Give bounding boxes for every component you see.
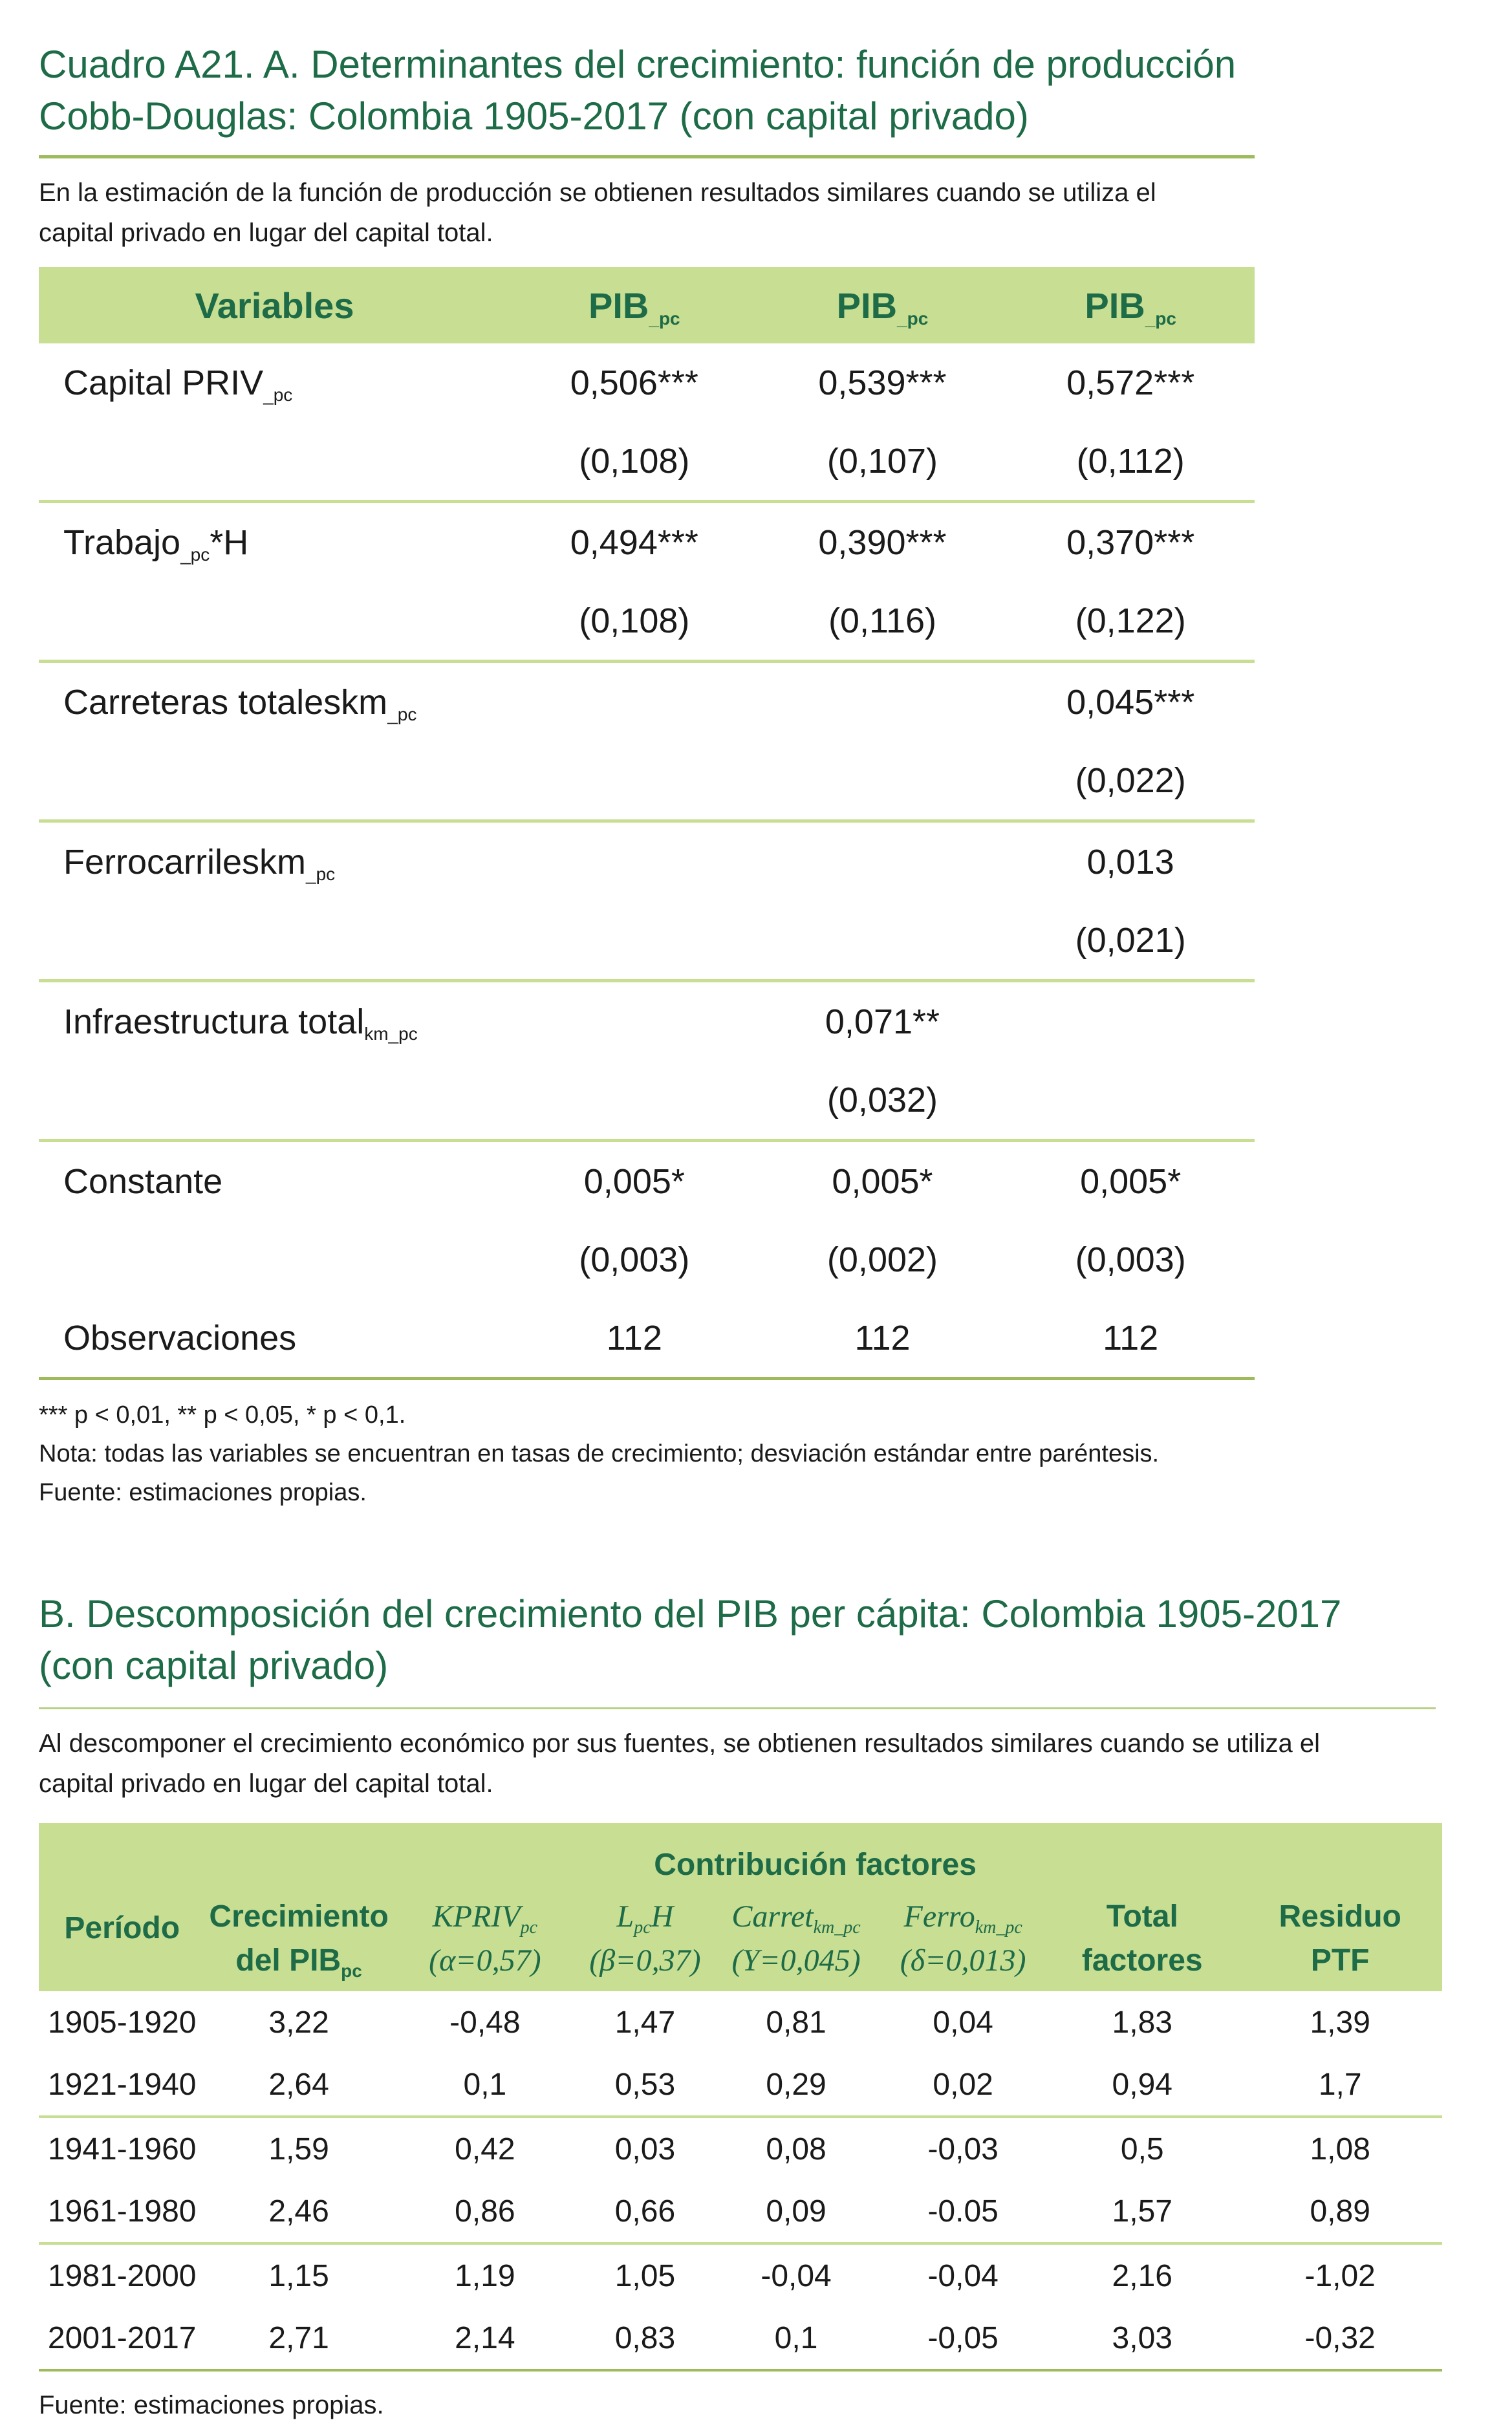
se-col-3: (0,022) (1006, 741, 1255, 821)
regression-row (39, 662, 1255, 742)
coef-col-1 (510, 821, 759, 902)
coef-col-2: 0,071** (825, 1002, 940, 1041)
header-ferro: Ferro$_{km\_pc}$ (δ=0,013) (900, 1899, 1026, 1978)
se-col-3: (0,122) (1006, 581, 1255, 662)
se-col-1 (510, 1061, 759, 1141)
section-b-title-line2: (con capital privado) (39, 1644, 389, 1687)
regression-se-row (39, 741, 1255, 821)
cell-carret: 0,29 (713, 2053, 880, 2117)
header-total-factores: Total factores (1081, 1899, 1203, 1978)
cell-growth: 1,59 (268, 2132, 329, 2166)
cell-residuo: 1,39 (1310, 2005, 1370, 2040)
regression-row (39, 821, 1255, 902)
cell-carret: 0,09 (713, 2180, 880, 2243)
variable-name: Ferrocarrileskm$_{\_pc}$ (63, 842, 336, 884)
cell-total: 2,16 (1112, 2258, 1172, 2293)
regression-row (39, 502, 1255, 582)
cell-period: 2001-2017 (39, 2307, 205, 2370)
coef-col-2 (759, 662, 1007, 742)
cell-ferro: -0.05 (880, 2180, 1046, 2243)
section-a-title-line2: Cobb-Douglas: Colombia 1905-2017 (con capital privado) (39, 94, 1029, 138)
cell-growth: 3,22 (268, 2005, 329, 2040)
observations-label: Observaciones (39, 1299, 510, 1379)
se-col-2 (759, 901, 1007, 981)
decomposition-body (39, 1991, 1442, 2370)
decomposition-row (39, 2117, 1442, 2180)
regression-se-row (39, 1220, 1255, 1299)
regression-header-row (39, 267, 1255, 343)
cell-ferro: -0,04 (927, 2258, 999, 2293)
header-pib-3: $PIB_{\_pc}$ (1006, 267, 1255, 343)
cell-period: 1905-1920 (47, 2005, 197, 2040)
se-col-1 (510, 901, 759, 981)
se-col-2: (0,107) (759, 422, 1007, 502)
cell-period: 1941-1960 (47, 2132, 197, 2166)
section-a-title (39, 39, 1255, 158)
coef-col-3: 0,005* (1080, 1161, 1182, 1201)
cell-growth: 2,71 (205, 2307, 392, 2370)
coef-col-3: 0,045*** (1066, 682, 1195, 722)
cell-total: 0,94 (1046, 2053, 1238, 2117)
section-b-title-line1: B. Descomposición del crecimiento del PIB per cápita: Colombia 1905-2017 (39, 1592, 1342, 1636)
coef-col-3: 0,013 (1086, 842, 1174, 881)
cell-growth: 2,64 (205, 2053, 392, 2117)
cell-total: 1,83 (1112, 2005, 1172, 2040)
coef-col-2: 0,005* (832, 1161, 933, 1201)
decomposition-group-row (39, 1823, 1442, 1886)
coef-col-2 (759, 821, 1007, 902)
obs-col-2: 112 (759, 1299, 1007, 1379)
coef-col-2: 0,390*** (818, 523, 947, 562)
header-residuo-ptf: Residuo PTF (1279, 1899, 1401, 1978)
coef-col-1: 0,005* (583, 1161, 685, 1201)
cell-residuo: 0,89 (1238, 2180, 1442, 2243)
section-a-notes (39, 1396, 1474, 1512)
cell-ferro: -0,05 (880, 2307, 1046, 2370)
cell-carret: 0,1 (713, 2307, 880, 2370)
variable-name: Trabajo$_{\_pc}$*H (63, 523, 249, 565)
cell-kpriv: -0,48 (449, 2005, 521, 2040)
decomposition-row (39, 2180, 1442, 2243)
se-col-1: (0,003) (579, 1240, 690, 1279)
decomposition-row (39, 2053, 1442, 2117)
cell-period: 1921-1940 (39, 2053, 205, 2117)
regression-se-row (39, 901, 1255, 981)
se-col-3: (0,021) (1006, 901, 1255, 981)
obs-col-1: 112 (510, 1299, 759, 1379)
se-col-3: (0,003) (1075, 1240, 1186, 1279)
coef-col-2: 0,539*** (818, 363, 947, 402)
document-page (39, 39, 1474, 2420)
se-col-1: (0,108) (510, 581, 759, 662)
section-a-title-line1: Cuadro A21. A. Determinantes del crecimiento: función de producción (39, 43, 1237, 86)
cell-growth: 2,46 (205, 2180, 392, 2243)
cell-kpriv: 0,42 (455, 2132, 515, 2166)
cell-lpch: 1,47 (614, 2005, 676, 2040)
cell-lpch: 0,66 (578, 2180, 713, 2243)
variable-name: Capital $PRIV_{\_pc}$ (63, 363, 293, 405)
section-b-title (39, 1588, 1436, 1709)
cell-residuo: 1,08 (1310, 2132, 1370, 2166)
decomposition-table (39, 1823, 1442, 2371)
cell-kpriv: 1,19 (455, 2258, 515, 2293)
se-col-1 (510, 741, 759, 821)
cell-residuo: 1,7 (1238, 2053, 1442, 2117)
se-col-2: (0,032) (759, 1061, 1007, 1141)
cell-growth: 1,15 (268, 2258, 329, 2293)
se-col-2 (759, 741, 1007, 821)
cell-ferro: -0,03 (927, 2132, 999, 2166)
cell-residuo: -1,02 (1304, 2258, 1376, 2293)
coef-col-3 (1006, 981, 1255, 1061)
cell-ferro: 0,02 (880, 2053, 1046, 2117)
decomposition-row (39, 1991, 1442, 2053)
section-a-intro-line1: En la estimación de la función de producción se obtienen resultados similares cuando se utiliza el (39, 178, 1156, 207)
regression-se-row (39, 422, 1255, 502)
section-a-intro (39, 173, 1255, 253)
header-variables: Variables (39, 267, 510, 343)
cell-carret: -0,04 (761, 2258, 832, 2293)
cell-lpch: 0,53 (578, 2053, 713, 2117)
coef-col-1: 0,494*** (570, 523, 698, 562)
cell-carret: 0,81 (766, 2005, 826, 2040)
section-a-intro-line2: capital privado en lugar del capital total. (39, 219, 493, 247)
cell-total: 3,03 (1046, 2307, 1238, 2370)
coef-col-3: 0,572*** (1066, 363, 1195, 402)
regression-row (39, 981, 1255, 1061)
cell-total: 0,5 (1120, 2132, 1164, 2166)
coef-col-1 (510, 662, 759, 742)
variable-name: Infraestructura total$_{km\_pc}$ (63, 1002, 418, 1044)
section-b-intro-line1: Al descomponer el crecimiento económico por sus fuentes, se obtienen resultados similares cuando se utiliza el (39, 1729, 1321, 1758)
section-b-intro-line2: capital privado en lugar del capital total. (39, 1769, 493, 1798)
header-carret: Carret$_{km\_pc}$ (Υ=0,045) (731, 1899, 861, 1978)
cell-kpriv: 0,1 (393, 2053, 578, 2117)
obs-col-3: 112 (1006, 1299, 1255, 1379)
coef-col-1: 0,506*** (570, 363, 698, 402)
se-col-3: (0,112) (1006, 422, 1255, 502)
decomposition-header-row (39, 1886, 1442, 1991)
cell-kpriv: 2,14 (393, 2307, 578, 2370)
section-b-source: Fuente: estimaciones propias. (39, 2391, 384, 2419)
cell-lpch: 0,83 (578, 2307, 713, 2370)
cell-residuo: -0,32 (1238, 2307, 1442, 2370)
section-b-intro (39, 1723, 1449, 1804)
se-col-3 (1006, 1061, 1255, 1141)
cell-kpriv: 0,86 (393, 2180, 578, 2243)
cell-period: 1981-2000 (47, 2258, 197, 2293)
regression-se-row (39, 1061, 1255, 1141)
se-col-2: (0,116) (759, 581, 1007, 662)
header-pib-2: $PIB_{\_pc}$ (759, 267, 1007, 343)
variables-note: Nota: todas las variables se encuentran en tasas de crecimiento; desviación estándar entre paréntesis. (39, 1440, 1160, 1467)
header-lpch: $L_{pc}H$ (β=0,37) (589, 1899, 701, 1978)
regression-se-row (39, 581, 1255, 662)
regression-body (39, 343, 1255, 1379)
coef-col-1 (510, 981, 759, 1061)
variable-name: Carreteras totaleskm$_{\_pc}$ (63, 682, 417, 724)
observations-row (39, 1299, 1255, 1379)
se-col-2: (0,002) (826, 1240, 938, 1279)
header-kpriv: $KPRIV_{pc}$ (α=0,57) (429, 1899, 541, 1978)
cell-lpch: 0,03 (614, 2132, 676, 2166)
cell-lpch: 1,05 (614, 2258, 676, 2293)
header-periodo: Período (64, 1910, 180, 1945)
decomposition-row (39, 2243, 1442, 2307)
source-note: Fuente: estimaciones propias. (39, 1479, 367, 1506)
cell-total: 1,57 (1046, 2180, 1238, 2243)
regression-table (39, 267, 1255, 1380)
regression-row (39, 343, 1255, 422)
cell-period: 1961-1980 (39, 2180, 205, 2243)
cell-ferro: 0,04 (933, 2005, 993, 2040)
header-crecimiento: Crecimiento del $PIB_{pc}$ (209, 1899, 389, 1981)
header-pib-1: $PIB_{\_pc}$ (510, 267, 759, 343)
coef-col-3: 0,370*** (1066, 523, 1195, 562)
variable-name: Constante (63, 1161, 223, 1201)
se-col-1: (0,108) (510, 422, 759, 502)
regression-row (39, 1141, 1255, 1221)
decomposition-row (39, 2307, 1442, 2370)
significance-note: *** p < 0,01, ** p < 0,05, * p < 0,1. (39, 1401, 406, 1429)
cell-carret: 0,08 (766, 2132, 826, 2166)
header-contribucion-factores: Contribución factores (654, 1848, 977, 1882)
